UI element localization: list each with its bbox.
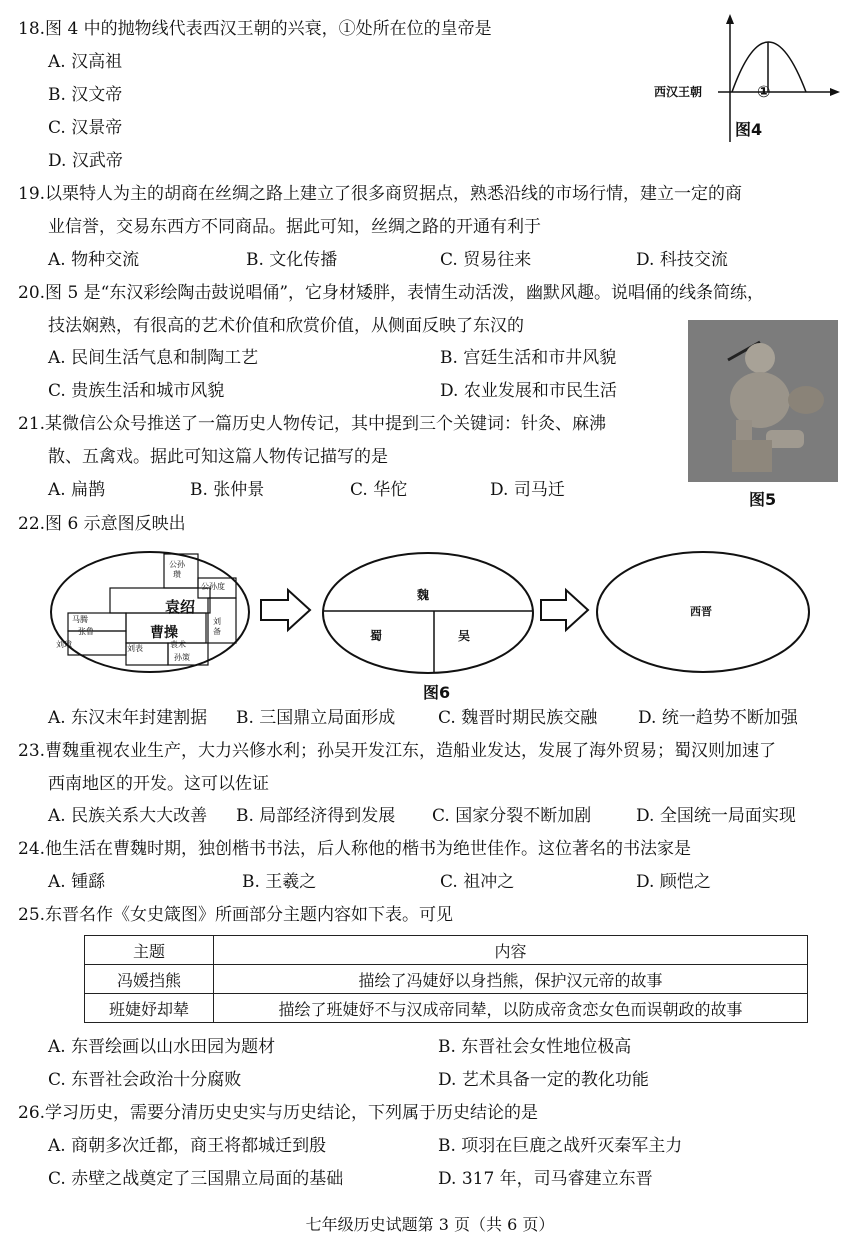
q23-stem-line1: 23.曹魏重视农业生产，大力兴修水利；孙吴开发江东，造船业发达，发展了海外贸易；蜀汉则加速了	[18, 741, 777, 761]
figure-4-axis-label: 西汉王朝	[654, 85, 703, 99]
figure-5-photo	[688, 320, 838, 482]
figure-6-caption: 图6	[423, 683, 451, 702]
arrow-1	[261, 590, 310, 630]
figurine-body	[730, 372, 790, 428]
table-row	[85, 994, 808, 1023]
q26-option-a: A. 商朝多次迁都，商王将都城迁到殷	[48, 1136, 327, 1156]
region-yuanshu: 袁术	[170, 640, 186, 649]
q20-option-a: A. 民间生活气息和制陶工艺	[48, 348, 259, 368]
region-shu: 蜀	[370, 629, 383, 643]
region-liuzhang: 刘璋	[56, 640, 72, 649]
q21-stem-line2: 散、五禽戏。据此可知这篇人物传记描写的是	[48, 447, 388, 467]
q22-option-c: C. 魏晋时期民族交融	[438, 708, 598, 728]
q25-table	[84, 935, 808, 1023]
q20-option-c: C. 贵族生活和城市风貌	[48, 381, 225, 401]
q19-stem-line2: 业信誉，交易东西方不同商品。据此可知，丝绸之路的开通有利于	[48, 217, 541, 237]
figurine-base	[732, 440, 772, 472]
q20-option-b: B. 宫廷生活和市井风貌	[440, 348, 617, 368]
page-footer: 七年级历史试题第 3 页（共 6 页）	[305, 1215, 555, 1234]
table-cell-content: 描绘了班婕妤不与汉成帝同辇，以防成帝贪恋女色而误朝政的故事	[214, 994, 808, 1023]
q21-option-a: A. 扁鹊	[48, 480, 106, 500]
q23-option-c: C. 国家分裂不断加剧	[432, 806, 592, 826]
q20-stem-line1: 20.图 5 是“东汉彩绘陶击鼓说唱俑”，它身材矮胖，表情生动活泼，幽默风趣。说唱俑的线条简练，	[18, 283, 765, 303]
q23-stem-line2: 西南地区的开发。这可以佐证	[48, 774, 269, 794]
q21-stem-line1: 21.某微信公众号推送了一篇历史人物传记，其中提到三个关键词：针灸、麻沸	[18, 414, 607, 434]
q19-stem-line1: 19.以栗特人为主的胡商在丝绸之路上建立了很多商贸据点，熟悉沿线的市场行情，建立一定的商	[18, 184, 743, 204]
figure-5-caption: 图5	[749, 490, 777, 509]
region-wei: 魏	[417, 588, 430, 602]
q19-option-c: C. 贸易往来	[440, 250, 532, 270]
table-header-content: 内容	[214, 936, 808, 965]
q24-option-c: C. 祖冲之	[440, 872, 515, 892]
region-gongsundu: 公孙度	[201, 582, 225, 591]
region-liubei: 刘备	[213, 617, 221, 636]
table-cell-theme: 冯媛挡熊	[85, 965, 214, 994]
q18-option-c: C. 汉景帝	[48, 118, 123, 138]
q18-option-b: B. 汉文帝	[48, 85, 123, 105]
q21-option-c: C. 华佗	[350, 480, 408, 500]
region-xijin: 西晋	[690, 605, 712, 618]
q25-option-b: B. 东晋社会女性地位极高	[438, 1037, 632, 1057]
q21-option-d: D. 司马迁	[490, 480, 565, 500]
region-mateng: 马腾	[72, 615, 88, 624]
q25-option-c: C. 东晋社会政治十分腐败	[48, 1070, 242, 1090]
q24-option-d: D. 顾恺之	[636, 872, 711, 892]
table-header-row	[85, 936, 808, 965]
region-sunce: 孙策	[174, 653, 190, 662]
q25-stem: 25.东晋名作《女史箴图》所画部分主题内容如下表。可见	[18, 905, 454, 925]
q22-stem: 22.图 6 示意图反映出	[18, 514, 186, 534]
drum	[788, 386, 824, 414]
table-cell-content: 描绘了冯婕妤以身挡熊，保护汉元帝的故事	[214, 965, 808, 994]
region-wu: 吴	[458, 629, 471, 643]
table-header-theme: 主题	[85, 936, 214, 965]
q26-option-b: B. 项羽在巨鹿之战歼灭秦军主力	[438, 1136, 683, 1156]
left-map-grid	[68, 554, 236, 665]
middle-ellipse	[323, 553, 533, 673]
q26-option-c: C. 赤壁之战奠定了三国鼎立局面的基础	[48, 1169, 344, 1189]
q19-option-a: A. 物种交流	[48, 250, 140, 270]
q18-option-a: A. 汉高祖	[48, 52, 123, 72]
figure-4-marker: ①	[757, 82, 771, 101]
figurine-silhouette	[688, 320, 838, 482]
q23-option-a: A. 民族关系大大改善	[48, 806, 208, 826]
arrow-2	[541, 590, 588, 630]
region-caocao: 曹操	[150, 625, 178, 641]
left-ellipse	[51, 552, 249, 672]
q19-option-b: B. 文化传播	[246, 250, 338, 270]
q25-option-a: A. 东晋绘画以山水田园为题材	[48, 1037, 276, 1057]
region-yuanshao: 袁绍	[165, 598, 196, 616]
q19-option-d: D. 科技交流	[636, 250, 728, 270]
q24-stem: 24.他生活在曹魏时期，独创楷书书法，后人称他的楷书为绝世佳作。这位著名的书法家是	[18, 839, 692, 859]
q21-option-b: B. 张仲景	[190, 480, 265, 500]
y-axis-arrow	[726, 14, 734, 24]
region-zhanglu: 张鲁	[78, 627, 94, 636]
table-cell-theme: 班婕妤却辇	[85, 994, 214, 1023]
q20-option-d: D. 农业发展和市民生活	[440, 381, 617, 401]
figurine-head	[745, 343, 775, 373]
figure-4-caption: 图4	[735, 120, 763, 139]
region-liubiao: 刘表	[127, 644, 143, 653]
q25-option-d: D. 艺术具备一定的教化功能	[438, 1070, 649, 1090]
q22-option-b: B. 三国鼎立局面形成	[236, 708, 396, 728]
region-gongsunzan: 公孙瓒	[169, 560, 185, 579]
q24-option-b: B. 王羲之	[242, 872, 317, 892]
q22-option-d: D. 统一趋势不断加强	[638, 708, 798, 728]
q18-stem: 18.图 4 中的抛物线代表西汉王朝的兴衰，①处所在位的皇帝是	[18, 19, 492, 39]
q18-option-d: D. 汉武帝	[48, 151, 123, 171]
q20-stem-line2: 技法娴熟，有很高的艺术价值和欣赏价值，从侧面反映了东汉的	[48, 316, 524, 336]
q26-stem: 26.学习历史，需要分清历史史实与历史结论，下列属于历史结论的是	[18, 1103, 539, 1123]
table-row	[85, 965, 808, 994]
q24-option-a: A. 锺繇	[48, 872, 106, 892]
q23-option-b: B. 局部经济得到发展	[236, 806, 396, 826]
q26-option-d: D. 317 年，司马睿建立东晋	[438, 1169, 653, 1189]
x-axis-arrow	[830, 88, 840, 96]
q23-option-d: D. 全国统一局面实现	[636, 806, 796, 826]
q22-option-a: A. 东汉末年封建割据	[48, 708, 208, 728]
